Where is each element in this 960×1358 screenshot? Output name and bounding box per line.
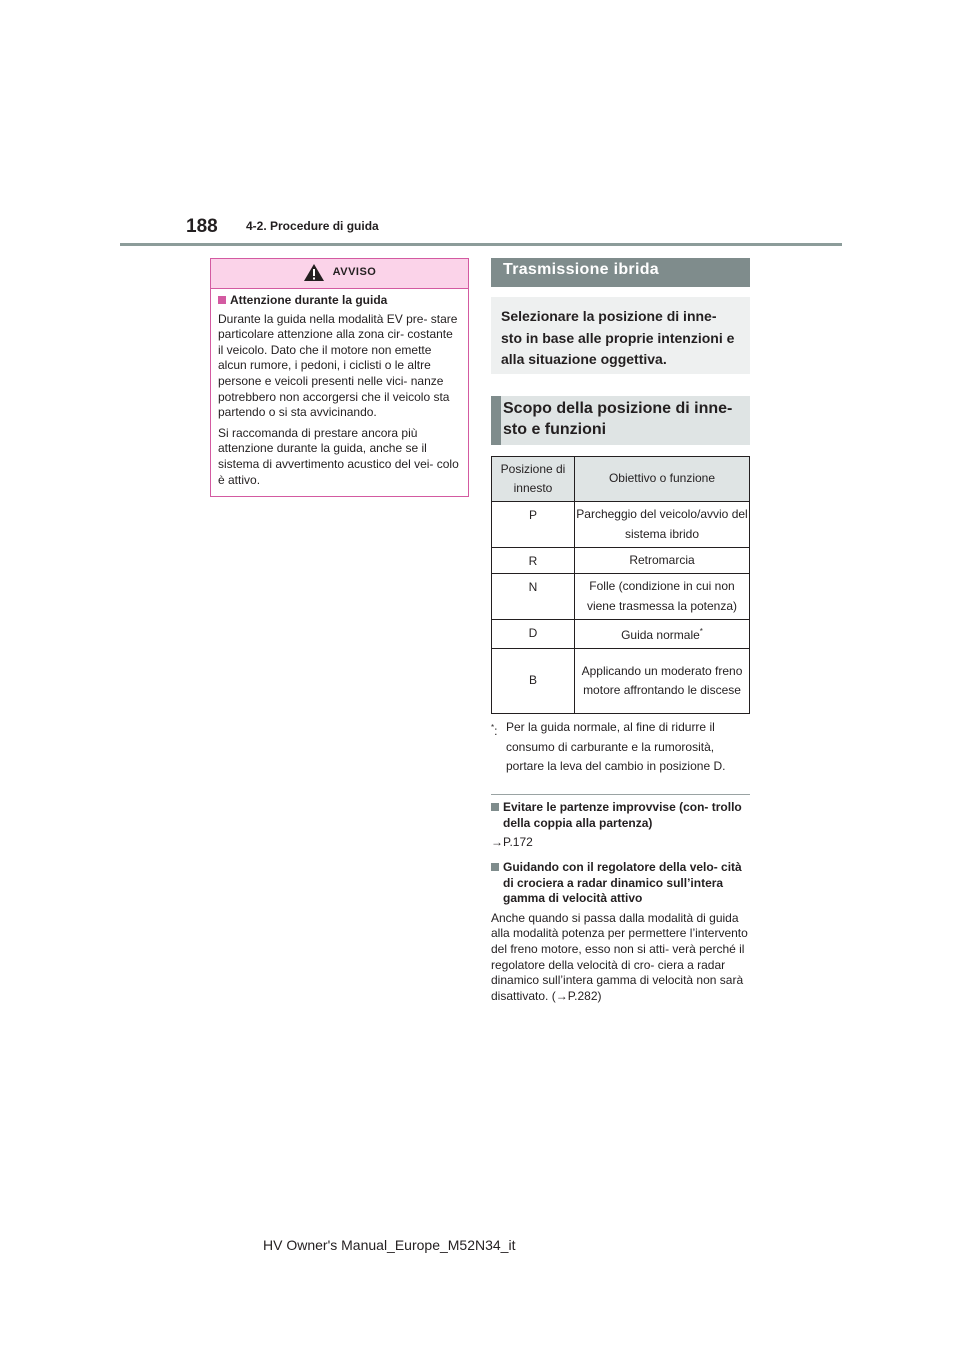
- table-cell-function: Parcheggio del veicolo/avvio del sistema ibrido: [575, 502, 750, 548]
- table-cell-function-text: Guida normale: [621, 628, 700, 643]
- info-heading: [491, 800, 753, 831]
- page-number: 188: [186, 216, 218, 237]
- table-cell-position: P: [492, 502, 575, 548]
- table-row: [492, 548, 750, 574]
- info-heading-text: Evitare le partenze improvvise (con- trollo della coppia alla partenza): [503, 800, 742, 830]
- intro-box: Selezionare la posizione di inne- sto in base alle proprie intenzioni e alla situazione oggettiva.: [491, 297, 750, 374]
- footnote: [491, 718, 753, 777]
- table-cell-position: B: [492, 649, 575, 714]
- footnote-text: Per la guida normale, al fine di ridurre il consumo di carburante e la rumorosità, portare la leva del cambio in posizione D.: [506, 720, 726, 773]
- table-header-row: [492, 457, 750, 502]
- info-paragraph: Anche quando si passa dalla modalità di guida alla modalità potenza per permettere l’intervento del freno motore, esso non si atti- verà perché il regolatore della velocità di cro- ciera a radar dinamico sull’intera gamma di velocità non sarà disattivato. (→P.282): [491, 910, 748, 1003]
- warning-paragraph: Si raccomanda di prestare ancora più attenzione durante la guida, anche se il sistema di avvertimento acustico del vei- colo è attivo.: [218, 425, 459, 487]
- warning-heading: [218, 293, 459, 309]
- info-block: [491, 800, 753, 851]
- footnote-mark: *: [699, 627, 703, 637]
- page-reference-link[interactable]: →P.172: [491, 835, 533, 850]
- table-cell-function: [575, 620, 750, 649]
- square-bullet-icon: [218, 296, 226, 304]
- warning-triangle-icon: [303, 263, 325, 282]
- table-cell-function: Applicando un moderato freno motore affrontando le discese: [575, 649, 750, 714]
- table-row: [492, 649, 750, 714]
- table-cell-function: Retromarcia: [575, 548, 750, 574]
- info-block: [491, 860, 753, 1004]
- warning-label: AVVISO: [332, 266, 377, 278]
- warning-box: [210, 258, 469, 497]
- subheading-box: Scopo della posizione di inne- sto e funzioni: [491, 396, 750, 445]
- page-footer: HV Owner's Manual_Europe_M52N34_it: [263, 1237, 516, 1253]
- section-title: 4-2. Procedure di guida: [246, 219, 379, 233]
- table-row: [492, 620, 750, 649]
- table-row: [492, 574, 750, 620]
- footnote-mark: *: [491, 723, 495, 732]
- warning-header: [211, 259, 468, 289]
- table-cell-position: R: [492, 548, 575, 574]
- info-heading: [491, 860, 753, 907]
- warning-paragraph: Durante la guida nella modalità EV pre- stare particolare attenzione alla zona cir- costante il veicolo. Dato che il motore non emette alcun rumore, i pedoni, i ciclisti o le altre persone e veicoli presenti nelle vici- nanze potrebbero non accorgersi che il veicolo sta partendo o si sta avvicinando.: [218, 311, 458, 420]
- table-header-cell: Posizione di innesto: [492, 457, 575, 502]
- warning-heading-text: Attenzione durante la guida: [230, 293, 388, 307]
- table-row: [492, 502, 750, 548]
- info-heading-text: Guidando con il regolatore della velo- cità di crociera a radar dinamico sull’intera gamma di velocità attivo: [503, 860, 742, 906]
- section-divider: [491, 794, 750, 795]
- table-cell-position: N: [492, 574, 575, 620]
- warning-body: [211, 289, 468, 488]
- square-bullet-icon: [491, 803, 499, 811]
- gear-position-table: [491, 456, 750, 714]
- square-bullet-icon: [491, 863, 499, 871]
- footnote-mark-label: *:: [491, 723, 498, 738]
- table-header-cell: Obiettivo o funzione: [575, 457, 750, 502]
- section-banner: Trasmissione ibrida: [491, 258, 750, 287]
- header-rule: [120, 243, 842, 246]
- table-cell-position: D: [492, 620, 575, 649]
- table-cell-function: Folle (condizione in cui non viene trasmessa la potenza): [575, 574, 750, 620]
